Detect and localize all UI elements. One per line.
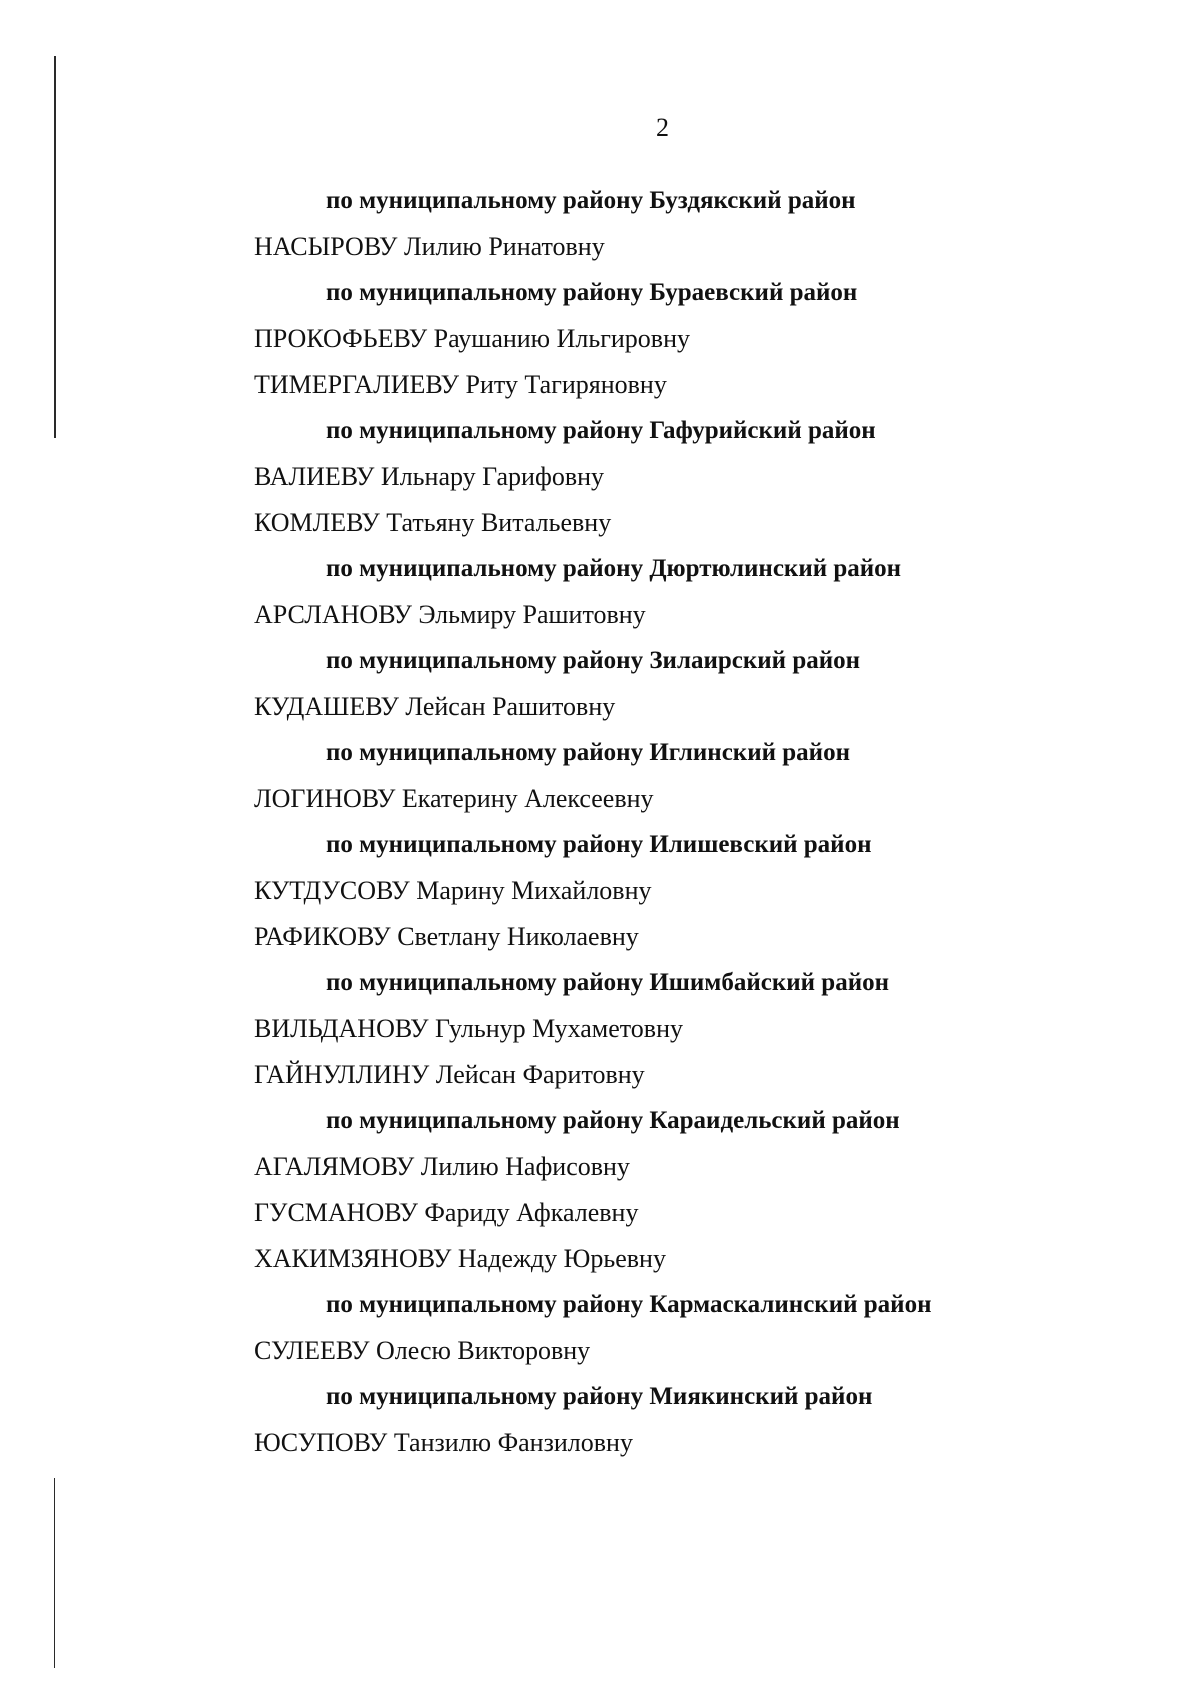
person-name: ПРОКОФЬЕВУ Раушанию Ильгировну [254, 324, 690, 353]
person-name: АРСЛАНОВУ Эльмиру Рашитовну [254, 600, 646, 629]
person-name: АГАЛЯМОВУ Лилию Нафисовну [254, 1152, 630, 1181]
person-name: СУЛЕЕВУ Олесю Викторовну [254, 1336, 591, 1365]
district-heading: по муниципальному району Миякинский район [326, 1383, 873, 1410]
person-name: ГУСМАНОВУ Фариду Афкалевну [254, 1198, 639, 1227]
district-heading: по муниципальному району Дюртюлинский район [326, 555, 902, 582]
person-name: ВАЛИЕВУ Ильнару Гарифовну [254, 462, 605, 491]
person-name: КУТДУСОВУ Марину Михайловну [254, 876, 652, 905]
district-heading: по муниципальному району Илишевский район [326, 831, 872, 858]
district-heading: по муниципальному району Кармаскалинский район [326, 1291, 932, 1318]
district-heading: по муниципальному району Гафурийский район [326, 417, 876, 444]
person-name: КУДАШЕВУ Лейсан Рашитовну [254, 692, 616, 721]
document-body [254, 178, 1154, 1466]
person-name: ТИМЕРГАЛИЕВУ Риту Тагиряновну [254, 370, 667, 399]
person-name: РАФИКОВУ Светлану Николаевну [254, 922, 639, 951]
district-heading: по муниципальному району Иглинский район [326, 739, 850, 766]
person-name: ЮСУПОВУ Танзилю Фанзиловну [254, 1428, 633, 1457]
person-name: ВИЛЬДАНОВУ Гульнур Мухаметовну [254, 1014, 683, 1043]
scan-edge-line-bottom [54, 1478, 55, 1668]
person-name: ЛОГИНОВУ Екатерину Алексеевну [254, 784, 654, 813]
page-number: 2 [656, 113, 669, 142]
district-heading: по муниципальному району Зилаирский район [326, 647, 861, 674]
person-name: НАСЫРОВУ Лилию Ринатовну [254, 232, 605, 261]
district-heading: по муниципальному району Буздякский район [326, 187, 856, 214]
district-heading: по муниципальному району Караидельский район [326, 1107, 900, 1134]
district-heading: по муниципальному району Бураевский район [326, 279, 858, 306]
person-name: ХАКИМЗЯНОВУ Надежду Юрьевну [254, 1244, 666, 1273]
district-heading: по муниципальному району Ишимбайский район [326, 969, 890, 996]
person-name: ГАЙНУЛЛИНУ Лейсан Фаритовну [254, 1060, 645, 1089]
person-name: КОМЛЕВУ Татьяну Витальевну [254, 508, 612, 537]
